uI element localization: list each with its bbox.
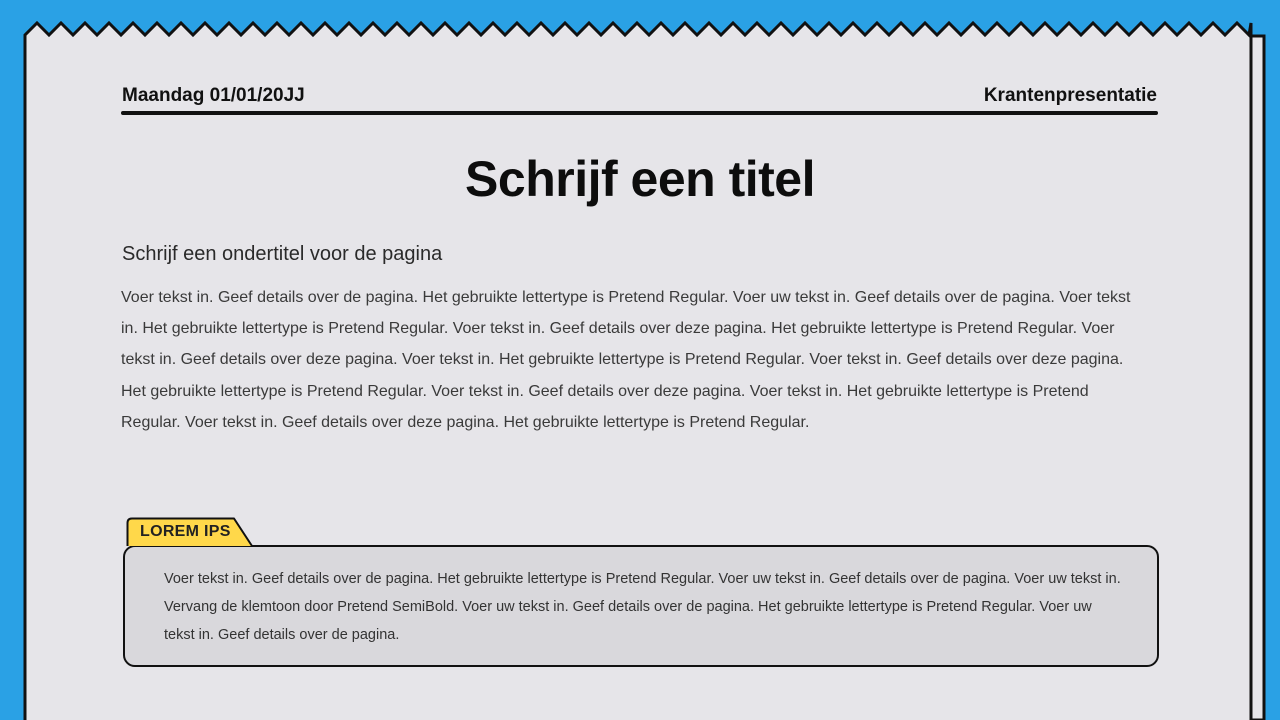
callout-text[interactable]: Voer tekst in. Geef details over de pagina. Het gebruikte lettertype is Pretend Regular. Voer uw tekst in. Geef details over de pagina. Voer uw tekst in. Vervang de klemtoon door Pretend SemiBold. Voer uw tekst in. Geef details over de pagina. Het gebruikte lettertype is Pretend Regular. Voer uw tekst in. Geef details over de pagina.: [164, 571, 1121, 643]
header-date: Maandag 01/01/20JJ: [122, 85, 305, 106]
callout-box: [123, 545, 1159, 667]
callout-tab-label: LOREM IPS: [140, 523, 231, 540]
body-text[interactable]: Voer tekst in. Geef details over de pagina. Het gebruikte lettertype is Pretend Regular. Voer uw tekst in. Geef details over de pagina. Voer tekst in. Het gebruikte lettertype is Pretend Regular. Voer tekst in. Geef details over deze pagina. Het gebruikte lettertype is Pretend Regular. Voer tekst in. Geef details over deze pagina. Voer tekst in. Het gebruikte lettertype is Pretend Regular. Voer tekst in. Geef details over deze pagina. Het gebruikte lettertype is Pretend Regular. Voer tekst in. Geef details over deze pagina. Voer tekst in. Het gebruikte lettertype is Pretend Regular. Voer tekst in. Geef details over deze pagina. Het gebruikte lettertype is Pretend Regular.: [121, 289, 1131, 431]
page-subtitle[interactable]: Schrijf een ondertitel voor de pagina: [122, 243, 443, 265]
page-title[interactable]: Schrijf een titel: [465, 151, 815, 207]
header-rule: [121, 111, 1158, 115]
header-section: Krantenpresentatie: [983, 85, 1157, 106]
